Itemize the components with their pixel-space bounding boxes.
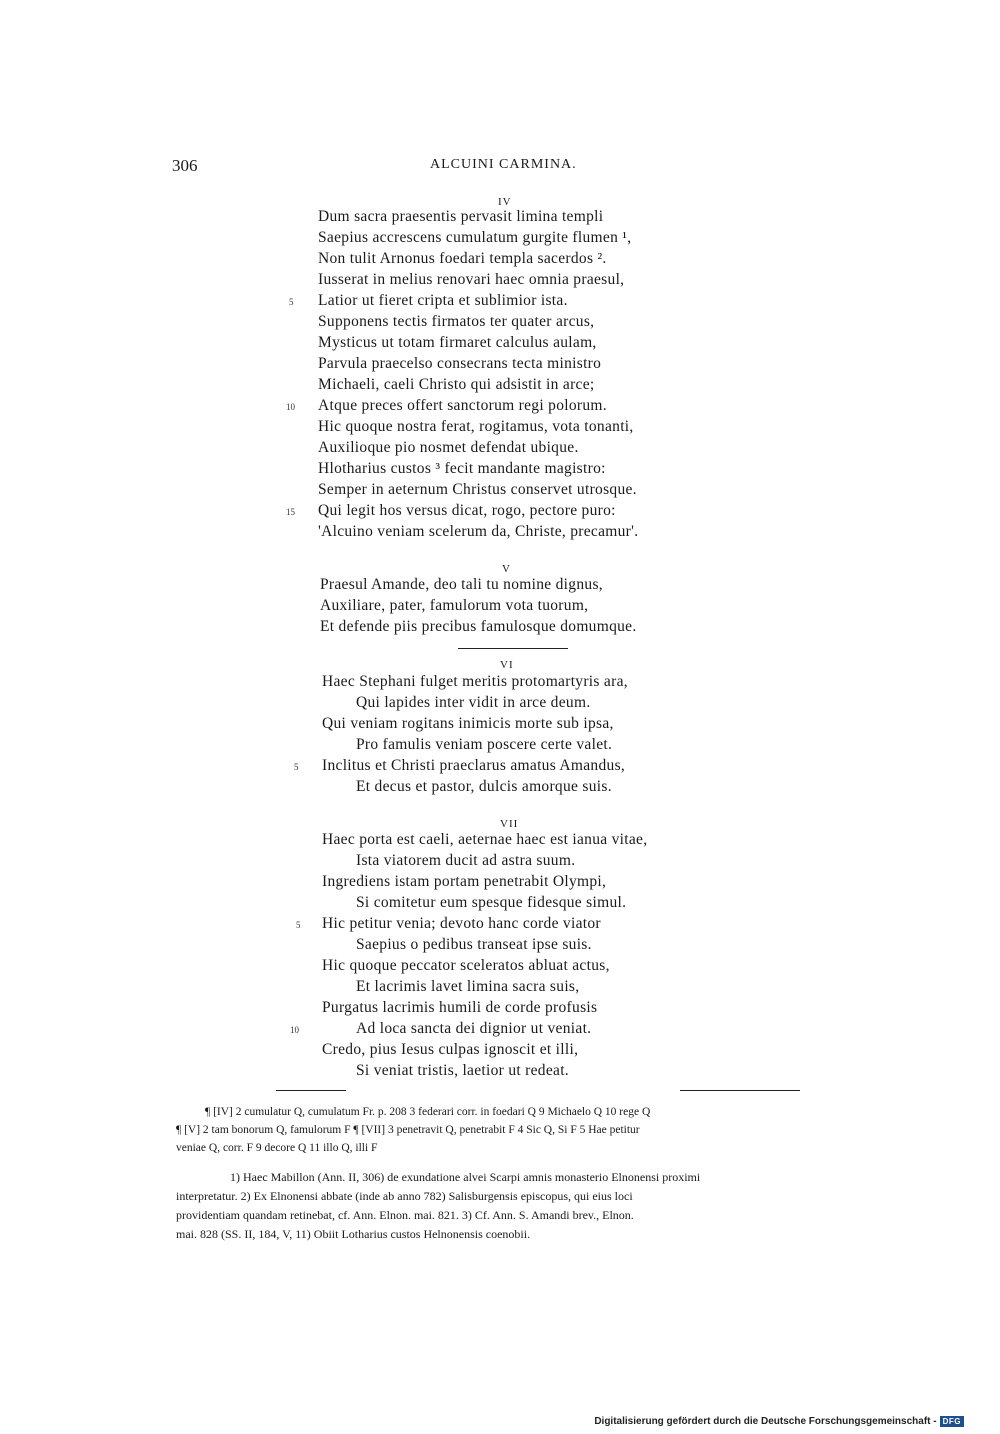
poem-line: Supponens tectis firmatos ter quater arcus, — [318, 313, 595, 330]
section-divider — [458, 648, 568, 649]
poem-line: Ad loca sancta dei dignior ut veniat. — [356, 1020, 592, 1037]
poem-line: Ingrediens istam portam penetrabit Olympi, — [322, 873, 607, 890]
poem-line: Hic petitur venia; devoto hanc corde viator — [322, 915, 601, 932]
poem-line: Parvula praecelso consecrans tecta ministro — [318, 355, 602, 372]
apparatus-line: ¶ [IV] 2 cumulatur Q, cumulatum Fr. p. 208 3 federari corr. in foedari Q 9 Michaelo Q 10 rege Q — [205, 1106, 651, 1118]
line-number: 5 — [294, 762, 299, 772]
poem-line: Saepius o pedibus transeat ipse suis. — [356, 936, 592, 953]
poem-line: Atque preces offert sanctorum regi polorum. — [318, 397, 607, 414]
poem-iv-heading: IV — [498, 196, 512, 208]
poem-line: Hic quoque peccator sceleratos abluat actus, — [322, 957, 610, 974]
poem-line: Qui lapides inter vidit in arce deum. — [356, 694, 591, 711]
poem-line: Michaeli, caeli Christo qui adsistit in arce; — [318, 376, 595, 393]
poem-line: Praesul Amande, deo tali tu nomine dignus, — [320, 576, 603, 593]
poem-vii-heading: VII — [500, 818, 519, 830]
poem-line: Credo, pius Iesus culpas ignoscit et illi, — [322, 1041, 579, 1058]
poem-line: Latior ut fieret cripta et sublimior ista. — [318, 292, 568, 309]
poem-line: Dum sacra praesentis pervasit limina templi — [318, 208, 604, 225]
footnote-line: 1) Haec Mabillon (Ann. II, 306) de exundatione alvei Scarpi amnis monasterio Elnonensi proximi — [230, 1170, 701, 1184]
poem-line: Auxilioque pio nosmet defendat ubique. — [318, 439, 579, 456]
footnote-line: interpretatur. 2) Ex Elnonensi abbate (inde ab anno 782) Salisburgensis episcopus, qui eius loci — [176, 1189, 633, 1203]
poem-line: Ista viatorem ducit ad astra suum. — [356, 852, 576, 869]
footnote-line: mai. 828 (SS. II, 184, V, 11) Obiit Lotharius custos Helnonensis coenobii. — [176, 1227, 531, 1241]
credit-text: Digitalisierung gefördert durch die Deutsche Forschungsgemeinschaft - — [594, 1416, 937, 1427]
poem-line: Haec porta est caeli, aeternae haec est ianua vitae, — [322, 831, 648, 848]
poem-line: 'Alcuino veniam scelerum da, Christe, precamur'. — [318, 523, 639, 540]
poem-v-heading: V — [502, 563, 511, 575]
poem-line: Et lacrimis lavet limina sacra suis, — [356, 978, 580, 995]
poem-line: Haec Stephani fulget meritis protomartyris ara, — [322, 673, 628, 690]
poem-line: Hlotharius custos ³ fecit mandante magistro: — [318, 460, 606, 477]
line-number: 5 — [289, 297, 294, 307]
apparatus-divider — [276, 1090, 346, 1091]
poem-line: Auxiliare, pater, famulorum vota tuorum, — [320, 597, 589, 614]
apparatus-divider — [680, 1090, 800, 1091]
line-number: 5 — [296, 920, 301, 930]
line-number: 10 — [290, 1025, 299, 1035]
poem-line: Non tulit Arnonus foedari templa sacerdos ². — [318, 250, 607, 267]
poem-line: Pro famulis veniam poscere certe valet. — [356, 736, 613, 753]
poem-line: Si comitetur eum spesque fidesque simul. — [356, 894, 627, 911]
running-title: ALCUINI CARMINA. — [430, 157, 577, 172]
digitization-credit — [594, 1416, 964, 1427]
footnote-line: providentiam quandam retinebat, cf. Ann. Elnon. mai. 821. 3) Cf. Ann. S. Amandi brev., Elnon. — [176, 1208, 634, 1222]
poem-line: Hic quoque nostra ferat, rogitamus, vota tonanti, — [318, 418, 634, 435]
poem-line: Iusserat in melius renovari haec omnia praesul, — [318, 271, 625, 288]
page-number: 306 — [172, 156, 198, 175]
poem-line: Et decus et pastor, dulcis amorque suis. — [356, 778, 612, 795]
poem-line: Purgatus lacrimis humili de corde profusis — [322, 999, 598, 1016]
apparatus-line: ¶ [V] 2 tam bonorum Q, famulorum F ¶ [VII] 3 penetravit Q, penetrabit F 4 Sic Q, Si F 5 Hae petitur — [176, 1124, 640, 1136]
line-number: 10 — [286, 402, 295, 412]
poem-line: Semper in aeternum Christus conservet utrosque. — [318, 481, 637, 498]
poem-line: Qui veniam rogitans inimicis morte sub ipsa, — [322, 715, 614, 732]
poem-line: Si veniat tristis, laetior ut redeat. — [356, 1062, 569, 1079]
poem-line: Saepius accrescens cumulatum gurgite flumen ¹, — [318, 229, 632, 246]
dfg-logo-icon: DFG — [940, 1416, 964, 1427]
poem-line: Mysticus ut totam firmaret calculus aulam, — [318, 334, 597, 351]
poem-vi-heading: VI — [500, 659, 514, 671]
poem-line: Et defende piis precibus famulosque domumque. — [320, 618, 637, 635]
apparatus-line: veniae Q, corr. F 9 decore Q 11 illo Q, illi F — [176, 1142, 378, 1154]
poem-line: Qui legit hos versus dicat, rogo, pectore puro: — [318, 502, 616, 519]
poem-line: Inclitus et Christi praeclarus amatus Amandus, — [322, 757, 626, 774]
line-number: 15 — [286, 507, 295, 517]
